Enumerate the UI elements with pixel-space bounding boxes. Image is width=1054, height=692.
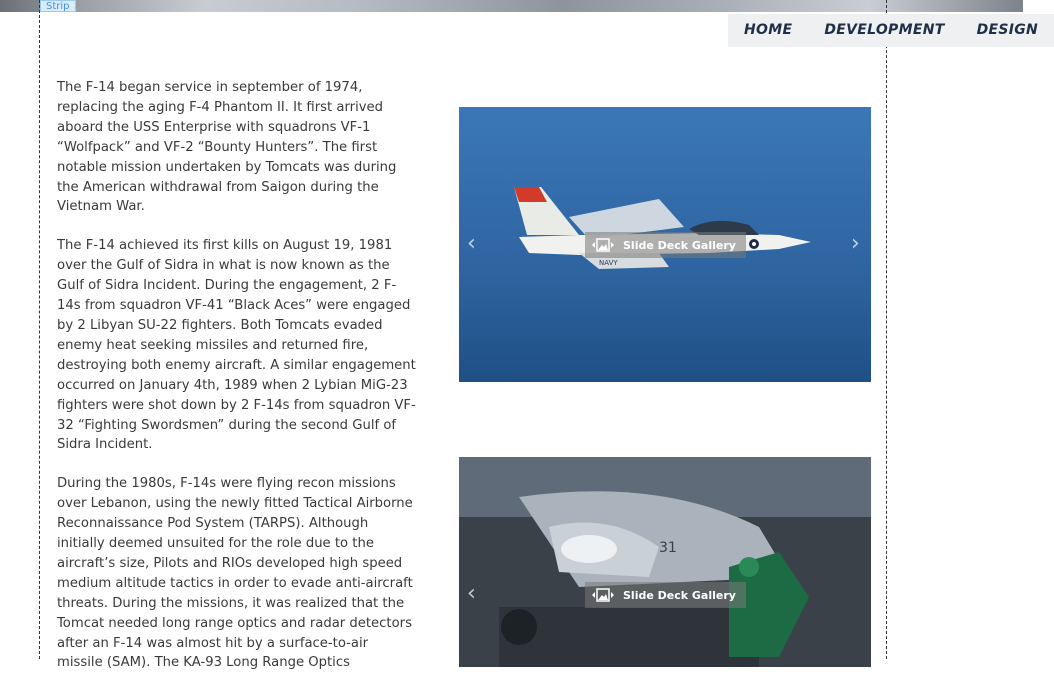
header-strip-image bbox=[0, 0, 1023, 12]
nav-item-development[interactable]: DEVELOPMENT bbox=[824, 22, 945, 38]
strip-label[interactable]: Strip bbox=[40, 0, 76, 12]
gallery-badge[interactable] bbox=[585, 582, 746, 608]
article-paragraph: During the 1980s, F-14s were flying recon missions over Lebanon, using the newly fitted Tactical Airborne Reconnaissance Pod System (TARPS). Although initially deemed unsuited for the role due to the aircraft’s size, Pilots and RIOs developed high speed medium altitude tactics in order to evade anti-aircraft threats. During the missions, it was realized that the Tomcat needed long range optics and radar detectors after an F-14 was almost hit by a surface-to-air missile (SAM). The KA-93 Long Range Optics bbox=[57, 476, 413, 671]
svg-text:NAVY: NAVY bbox=[599, 259, 618, 267]
image-gallery-icon bbox=[591, 236, 615, 254]
editor-guide-left bbox=[39, 0, 40, 659]
main-nav bbox=[728, 14, 1054, 47]
chevron-left-icon[interactable]: ‹ bbox=[467, 581, 476, 606]
gallery-label: Slide Deck Gallery bbox=[623, 238, 736, 252]
svg-text:31: 31 bbox=[659, 540, 677, 556]
chevron-left-icon[interactable]: ‹ bbox=[467, 231, 476, 256]
slide-deck-gallery-1[interactable] bbox=[459, 107, 871, 382]
gallery-image-jet-maintenance bbox=[459, 457, 871, 667]
nav-item-home[interactable]: HOME bbox=[744, 22, 793, 38]
image-gallery-icon bbox=[591, 586, 615, 604]
gallery-label: Slide Deck Gallery bbox=[623, 588, 736, 602]
article-text bbox=[57, 78, 417, 692]
nav-item-design[interactable]: DESIGN bbox=[976, 22, 1039, 38]
editor-guide-right bbox=[886, 0, 887, 659]
article-paragraph: The F-14 achieved its first kills on August 19, 1981 over the Gulf of Sidra in what is now known as the Gulf of Sidra Incident. During the engagement, 2 F-14s from squadron VF-41 “Black Aces” were engaged by 2 Libyan SU-22 fighters. Both Tomcats evaded enemy heat seeking missiles and returned fire, destroying both enemy aircraft. A similar engagement occurred on January 4th, 1989 when 2 Lybian MiG-23 fighters were shot down by 2 F-14s from squadron VF-32 “Fighting Swordsmen” during the second Gulf of Sidra Incident. bbox=[57, 238, 416, 453]
slide-deck-gallery-2[interactable] bbox=[459, 457, 871, 667]
chevron-right-icon[interactable]: › bbox=[851, 231, 860, 256]
article-paragraph: The F-14 began service in september of 1974, replacing the aging F-4 Phantom II. It first arrived aboard the USS Enterprise with squadrons VF-1 “Wolfpack” and VF-2 “Bounty Hunters”. The first notable mission undertaken by Tomcats was during the American withdrawal from Saigon during the Vietnam War. bbox=[57, 80, 397, 215]
gallery-badge[interactable] bbox=[585, 232, 746, 258]
